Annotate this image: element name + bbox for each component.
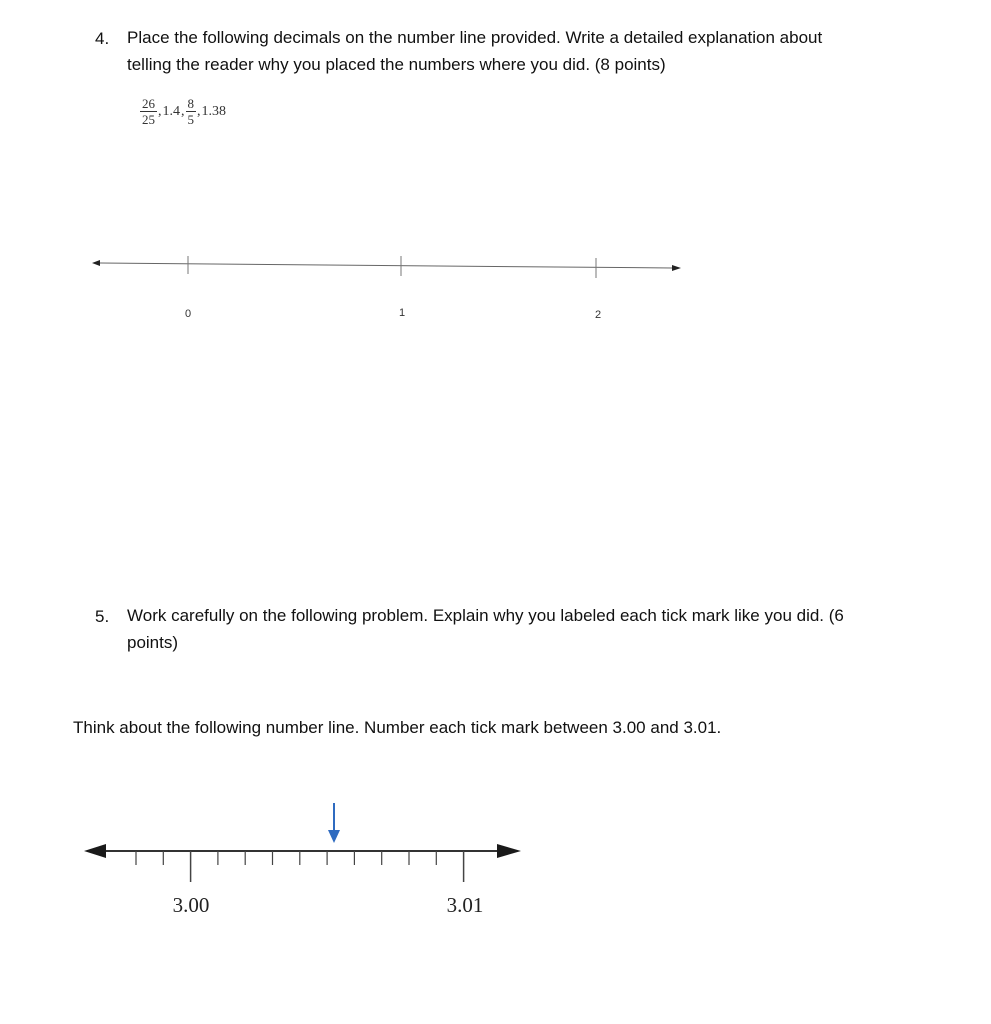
number-line-axis: [100, 263, 672, 268]
fraction-numerator: 26: [142, 96, 155, 111]
question-5-line-1: Work carefully on the following problem. Explain why you labeled each tick mark like you did. (6: [127, 606, 844, 625]
fraction-numerator: 8: [187, 96, 194, 111]
right-arrow-icon: [672, 265, 681, 271]
question-5-number: 5.: [95, 607, 110, 626]
tick-label-1: 1: [398, 307, 406, 319]
value-decimal-1-4: 1.4: [162, 103, 180, 119]
question-5-text: [127, 602, 844, 656]
right-arrow-icon: [497, 844, 521, 858]
comma-separator: ,: [197, 103, 201, 119]
question-4-line-1: Place the following decimals on the number line provided. Write a detailed explanation about: [127, 28, 823, 47]
value-decimal-1-38: 1.38: [201, 103, 226, 119]
tick-marks: [136, 851, 464, 882]
left-arrow-icon: [84, 844, 106, 858]
number-line-3-00-to-3-01: [84, 803, 521, 917]
comma-separator: ,: [158, 103, 162, 119]
tick-label-3-00: 3.00: [172, 893, 210, 917]
down-arrow-icon: [328, 830, 340, 843]
number-line-instruction: Think about the following number line. Number each tick mark between 3.00 and 3.01.: [73, 718, 722, 737]
left-arrow-icon: [92, 260, 100, 266]
question-4-line-2: telling the reader why you placed the numbers where you did. (8 points): [127, 55, 666, 74]
tick-label-3-01: 3.01: [446, 893, 484, 917]
tick-label-0: 0: [184, 308, 192, 320]
tick-label-2: 2: [594, 309, 602, 321]
fraction-denominator: 25: [142, 112, 155, 127]
number-line-0-to-2: [92, 256, 681, 321]
fraction-denominator: 5: [187, 112, 194, 127]
comma-separator: ,: [181, 103, 185, 119]
question-4-number: 4.: [95, 29, 110, 48]
question-5-line-2: points): [127, 633, 179, 652]
